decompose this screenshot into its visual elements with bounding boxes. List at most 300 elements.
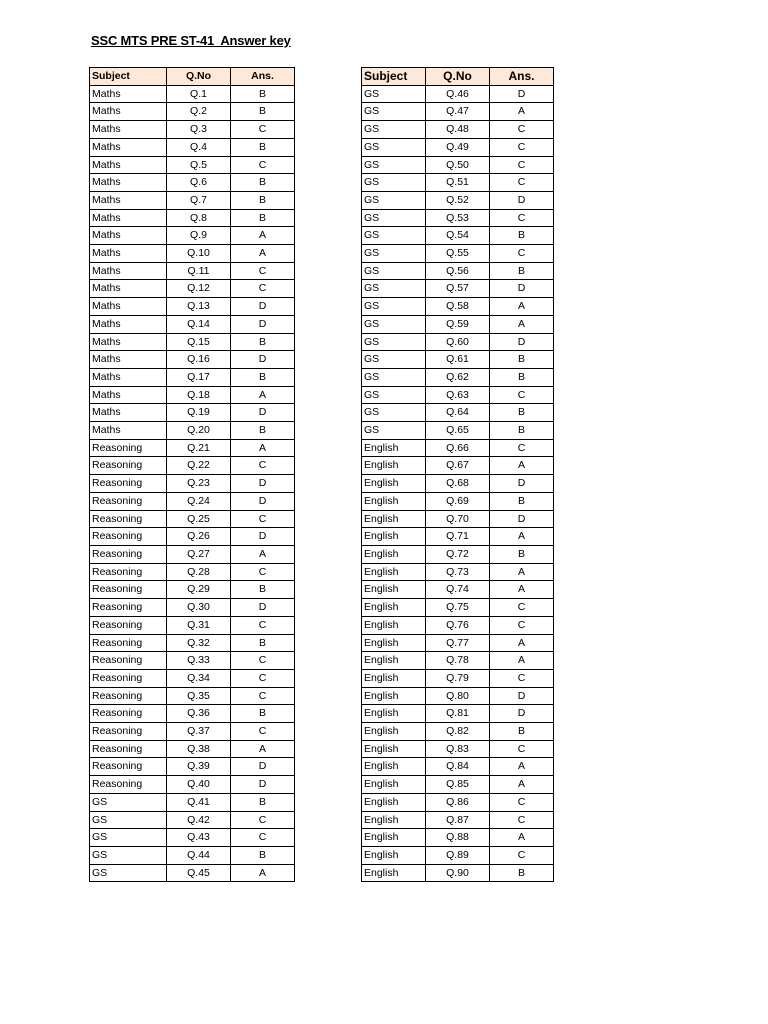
question-number-cell: Q.87	[426, 811, 490, 829]
subject-cell: GS	[362, 280, 426, 298]
subject-header: Subject	[90, 68, 167, 86]
table-row	[362, 156, 554, 174]
table-row	[90, 723, 295, 741]
question-number-cell: Q.50	[426, 156, 490, 174]
question-number-cell: Q.44	[167, 846, 231, 864]
subject-cell: Maths	[90, 156, 167, 174]
subject-cell: GS	[362, 174, 426, 192]
subject-cell: GS	[362, 85, 426, 103]
subject-cell: English	[362, 723, 426, 741]
question-number-cell: Q.89	[426, 846, 490, 864]
table-row	[90, 315, 295, 333]
answer-cell: B	[490, 368, 554, 386]
table-row	[90, 85, 295, 103]
answer-key-table-right	[361, 67, 554, 882]
question-number-cell: Q.78	[426, 652, 490, 670]
table-row	[90, 492, 295, 510]
subject-cell: Reasoning	[90, 740, 167, 758]
table-row	[90, 652, 295, 670]
table-row	[90, 262, 295, 280]
question-number-cell: Q.82	[426, 723, 490, 741]
subject-cell: English	[362, 758, 426, 776]
answer-cell: C	[490, 386, 554, 404]
question-number-cell: Q.45	[167, 864, 231, 882]
table-row	[362, 121, 554, 139]
answer-cell: B	[490, 422, 554, 440]
question-number-cell: Q.1	[167, 85, 231, 103]
subject-cell: Reasoning	[90, 510, 167, 528]
question-number-cell: Q.58	[426, 298, 490, 316]
table-row	[90, 191, 295, 209]
table-row	[362, 174, 554, 192]
answer-cell: A	[231, 245, 295, 263]
question-number-cell: Q.35	[167, 687, 231, 705]
answer-cell: C	[231, 723, 295, 741]
header-row	[90, 68, 295, 86]
subject-cell: English	[362, 457, 426, 475]
table-row	[362, 510, 554, 528]
answer-cell: B	[490, 723, 554, 741]
answer-cell: A	[231, 439, 295, 457]
answer-cell: C	[231, 829, 295, 847]
subject-cell: Reasoning	[90, 758, 167, 776]
table-row	[90, 209, 295, 227]
subject-cell: Maths	[90, 386, 167, 404]
subject-cell: GS	[362, 351, 426, 369]
question-number-cell: Q.13	[167, 298, 231, 316]
answer-cell: A	[490, 315, 554, 333]
question-number-cell: Q.72	[426, 545, 490, 563]
subject-cell: Maths	[90, 351, 167, 369]
subject-cell: GS	[362, 422, 426, 440]
subject-cell: Maths	[90, 333, 167, 351]
answer-cell: D	[490, 705, 554, 723]
table-row	[362, 758, 554, 776]
answer-cell: B	[231, 191, 295, 209]
subject-cell: English	[362, 528, 426, 546]
subject-cell: English	[362, 776, 426, 794]
header-row	[362, 68, 554, 86]
question-number-cell: Q.31	[167, 616, 231, 634]
table-row	[362, 386, 554, 404]
answer-cell: D	[490, 333, 554, 351]
table-row	[90, 829, 295, 847]
subject-cell: Maths	[90, 191, 167, 209]
qno-header: Q.No	[426, 68, 490, 86]
answer-cell: D	[490, 280, 554, 298]
question-number-cell: Q.38	[167, 740, 231, 758]
table-row	[90, 846, 295, 864]
answer-cell: D	[231, 492, 295, 510]
subject-cell: GS	[362, 368, 426, 386]
table-row	[362, 599, 554, 617]
question-number-cell: Q.40	[167, 776, 231, 794]
answer-cell: C	[490, 138, 554, 156]
question-number-cell: Q.74	[426, 581, 490, 599]
subject-cell: GS	[362, 404, 426, 422]
table-row	[90, 227, 295, 245]
table-row	[362, 227, 554, 245]
question-number-cell: Q.53	[426, 209, 490, 227]
answer-cell: D	[231, 475, 295, 493]
table-row	[362, 563, 554, 581]
subject-cell: Reasoning	[90, 616, 167, 634]
table-row	[90, 121, 295, 139]
table-row	[362, 333, 554, 351]
subject-cell: Maths	[90, 103, 167, 121]
answer-cell: C	[231, 121, 295, 139]
table-row	[362, 616, 554, 634]
subject-cell: Reasoning	[90, 705, 167, 723]
question-number-cell: Q.88	[426, 829, 490, 847]
answer-cell: A	[490, 581, 554, 599]
subject-cell: English	[362, 439, 426, 457]
subject-cell: Maths	[90, 138, 167, 156]
subject-cell: Reasoning	[90, 563, 167, 581]
table-row	[90, 545, 295, 563]
ans-header: Ans.	[231, 68, 295, 86]
answer-cell: A	[490, 457, 554, 475]
question-number-cell: Q.8	[167, 209, 231, 227]
subject-cell: Maths	[90, 262, 167, 280]
answer-cell: D	[490, 475, 554, 493]
answer-cell: D	[231, 404, 295, 422]
document-title: SSC MTS PRE ST-41 Answer key	[91, 33, 291, 48]
answer-cell: B	[490, 404, 554, 422]
table-row	[90, 280, 295, 298]
table-row	[362, 245, 554, 263]
answer-cell: B	[231, 85, 295, 103]
answer-cell: D	[231, 351, 295, 369]
subject-cell: English	[362, 669, 426, 687]
question-number-cell: Q.18	[167, 386, 231, 404]
table-row	[362, 209, 554, 227]
answer-cell: B	[490, 864, 554, 882]
answer-cell: A	[490, 103, 554, 121]
subject-cell: English	[362, 634, 426, 652]
question-number-cell: Q.56	[426, 262, 490, 280]
table-row	[90, 563, 295, 581]
subject-cell: GS	[362, 298, 426, 316]
answer-cell: C	[231, 563, 295, 581]
question-number-cell: Q.55	[426, 245, 490, 263]
answer-cell: B	[231, 634, 295, 652]
answer-cell: B	[490, 351, 554, 369]
table-row	[362, 191, 554, 209]
question-number-cell: Q.76	[426, 616, 490, 634]
question-number-cell: Q.71	[426, 528, 490, 546]
question-number-cell: Q.39	[167, 758, 231, 776]
question-number-cell: Q.29	[167, 581, 231, 599]
answer-cell: C	[231, 811, 295, 829]
table-row	[362, 740, 554, 758]
table-row	[362, 368, 554, 386]
question-number-cell: Q.69	[426, 492, 490, 510]
question-number-cell: Q.66	[426, 439, 490, 457]
subject-cell: Reasoning	[90, 492, 167, 510]
table-row	[362, 103, 554, 121]
subject-cell: Reasoning	[90, 652, 167, 670]
question-number-cell: Q.67	[426, 457, 490, 475]
question-number-cell: Q.10	[167, 245, 231, 263]
table-row	[362, 846, 554, 864]
answer-cell: A	[490, 634, 554, 652]
subject-cell: Maths	[90, 227, 167, 245]
question-number-cell: Q.51	[426, 174, 490, 192]
question-number-cell: Q.70	[426, 510, 490, 528]
question-number-cell: Q.26	[167, 528, 231, 546]
subject-cell: English	[362, 563, 426, 581]
table-row	[362, 85, 554, 103]
table-row	[90, 298, 295, 316]
answer-cell: B	[231, 793, 295, 811]
question-number-cell: Q.28	[167, 563, 231, 581]
table-row	[362, 669, 554, 687]
subject-cell: Reasoning	[90, 634, 167, 652]
answer-cell: C	[231, 616, 295, 634]
answer-cell: B	[490, 492, 554, 510]
subject-cell: GS	[90, 811, 167, 829]
subject-cell: Reasoning	[90, 528, 167, 546]
table-row	[90, 475, 295, 493]
question-number-cell: Q.9	[167, 227, 231, 245]
answer-key-table-left	[89, 67, 295, 882]
question-number-cell: Q.4	[167, 138, 231, 156]
table-row	[90, 351, 295, 369]
answer-cell: A	[490, 829, 554, 847]
subject-cell: English	[362, 864, 426, 882]
table-row	[90, 687, 295, 705]
question-number-cell: Q.30	[167, 599, 231, 617]
subject-cell: Reasoning	[90, 669, 167, 687]
answer-cell: C	[490, 245, 554, 263]
table-row	[90, 404, 295, 422]
table-row	[90, 793, 295, 811]
table-row	[362, 262, 554, 280]
question-number-cell: Q.79	[426, 669, 490, 687]
subject-cell: Reasoning	[90, 457, 167, 475]
question-number-cell: Q.65	[426, 422, 490, 440]
answer-cell: C	[490, 846, 554, 864]
subject-cell: GS	[90, 793, 167, 811]
subject-cell: Reasoning	[90, 439, 167, 457]
subject-cell: Maths	[90, 85, 167, 103]
answer-cell: A	[231, 740, 295, 758]
question-number-cell: Q.33	[167, 652, 231, 670]
table-row	[362, 315, 554, 333]
subject-cell: GS	[362, 191, 426, 209]
answer-cell: A	[231, 864, 295, 882]
subject-cell: Maths	[90, 280, 167, 298]
answer-cell: A	[490, 776, 554, 794]
table-row	[90, 599, 295, 617]
subject-cell: Maths	[90, 368, 167, 386]
question-number-cell: Q.24	[167, 492, 231, 510]
answer-cell: C	[231, 669, 295, 687]
answer-cell: C	[490, 616, 554, 634]
question-number-cell: Q.14	[167, 315, 231, 333]
subject-cell: English	[362, 581, 426, 599]
subject-cell: GS	[362, 103, 426, 121]
answer-cell: B	[231, 705, 295, 723]
subject-cell: English	[362, 846, 426, 864]
question-number-cell: Q.49	[426, 138, 490, 156]
table-row	[362, 422, 554, 440]
table-row	[362, 634, 554, 652]
table-row	[362, 475, 554, 493]
subject-cell: GS	[362, 245, 426, 263]
answer-cell: C	[231, 156, 295, 174]
question-number-cell: Q.20	[167, 422, 231, 440]
question-number-cell: Q.34	[167, 669, 231, 687]
answer-cell: D	[231, 776, 295, 794]
answer-cell: C	[490, 740, 554, 758]
subject-cell: English	[362, 740, 426, 758]
subject-header: Subject	[362, 68, 426, 86]
table-row	[90, 245, 295, 263]
question-number-cell: Q.7	[167, 191, 231, 209]
subject-cell: Maths	[90, 174, 167, 192]
table-row	[90, 811, 295, 829]
table-row	[362, 652, 554, 670]
table-row	[362, 492, 554, 510]
subject-cell: Maths	[90, 245, 167, 263]
question-number-cell: Q.60	[426, 333, 490, 351]
subject-cell: Reasoning	[90, 723, 167, 741]
subject-cell: English	[362, 545, 426, 563]
table-row	[362, 351, 554, 369]
answer-cell: D	[490, 687, 554, 705]
answer-cell: B	[231, 333, 295, 351]
question-number-cell: Q.83	[426, 740, 490, 758]
subject-cell: Maths	[90, 422, 167, 440]
subject-cell: Reasoning	[90, 776, 167, 794]
table-row	[362, 705, 554, 723]
answer-cell: B	[231, 138, 295, 156]
table-row	[362, 864, 554, 882]
subject-cell: English	[362, 687, 426, 705]
question-number-cell: Q.3	[167, 121, 231, 139]
subject-cell: GS	[362, 156, 426, 174]
answer-cell: A	[231, 386, 295, 404]
question-number-cell: Q.6	[167, 174, 231, 192]
table-row	[90, 616, 295, 634]
question-number-cell: Q.73	[426, 563, 490, 581]
subject-cell: GS	[362, 121, 426, 139]
subject-cell: Reasoning	[90, 545, 167, 563]
answer-cell: C	[490, 793, 554, 811]
table-row	[90, 386, 295, 404]
question-number-cell: Q.25	[167, 510, 231, 528]
table-row	[362, 404, 554, 422]
answer-cell: B	[490, 545, 554, 563]
question-number-cell: Q.46	[426, 85, 490, 103]
table-row	[90, 740, 295, 758]
subject-cell: GS	[362, 262, 426, 280]
table-row	[362, 687, 554, 705]
table-row	[90, 758, 295, 776]
subject-cell: English	[362, 705, 426, 723]
answer-cell: B	[490, 262, 554, 280]
subject-cell: English	[362, 829, 426, 847]
subject-cell: Maths	[90, 315, 167, 333]
subject-cell: English	[362, 793, 426, 811]
table-row	[362, 723, 554, 741]
answer-cell: A	[231, 545, 295, 563]
table-row	[90, 669, 295, 687]
answer-cell: B	[231, 368, 295, 386]
answer-cell: B	[231, 174, 295, 192]
question-number-cell: Q.80	[426, 687, 490, 705]
table-row	[362, 581, 554, 599]
answer-cell: C	[490, 811, 554, 829]
question-number-cell: Q.77	[426, 634, 490, 652]
subject-cell: GS	[362, 138, 426, 156]
subject-cell: English	[362, 510, 426, 528]
question-number-cell: Q.75	[426, 599, 490, 617]
question-number-cell: Q.42	[167, 811, 231, 829]
question-number-cell: Q.61	[426, 351, 490, 369]
table-row	[90, 528, 295, 546]
subject-cell: Maths	[90, 298, 167, 316]
question-number-cell: Q.41	[167, 793, 231, 811]
answer-cell: A	[490, 528, 554, 546]
answer-cell: D	[490, 85, 554, 103]
subject-cell: English	[362, 811, 426, 829]
question-number-cell: Q.15	[167, 333, 231, 351]
table-row	[90, 138, 295, 156]
answer-cell: C	[490, 174, 554, 192]
question-number-cell: Q.85	[426, 776, 490, 794]
question-number-cell: Q.64	[426, 404, 490, 422]
table-row	[90, 581, 295, 599]
question-number-cell: Q.19	[167, 404, 231, 422]
subject-cell: Reasoning	[90, 599, 167, 617]
question-number-cell: Q.86	[426, 793, 490, 811]
question-number-cell: Q.63	[426, 386, 490, 404]
answer-cell: D	[231, 528, 295, 546]
subject-cell: English	[362, 492, 426, 510]
answer-cell: B	[231, 422, 295, 440]
answer-cell: D	[231, 599, 295, 617]
table-row	[362, 811, 554, 829]
answer-cell: A	[490, 298, 554, 316]
subject-cell: English	[362, 475, 426, 493]
question-number-cell: Q.12	[167, 280, 231, 298]
table-row	[90, 776, 295, 794]
question-number-cell: Q.11	[167, 262, 231, 280]
answer-cell: C	[490, 209, 554, 227]
subject-cell: Maths	[90, 121, 167, 139]
question-number-cell: Q.5	[167, 156, 231, 174]
table-row	[90, 705, 295, 723]
answer-cell: B	[231, 581, 295, 599]
answer-cell: C	[231, 510, 295, 528]
table-row	[90, 439, 295, 457]
table-row	[362, 138, 554, 156]
subject-cell: GS	[362, 227, 426, 245]
answer-cell: C	[490, 156, 554, 174]
answer-cell: C	[231, 687, 295, 705]
answer-cell: A	[490, 758, 554, 776]
subject-cell: Reasoning	[90, 475, 167, 493]
table-row	[362, 457, 554, 475]
answer-cell: B	[490, 227, 554, 245]
question-number-cell: Q.59	[426, 315, 490, 333]
table-row	[362, 545, 554, 563]
answer-cell: B	[231, 103, 295, 121]
question-number-cell: Q.81	[426, 705, 490, 723]
